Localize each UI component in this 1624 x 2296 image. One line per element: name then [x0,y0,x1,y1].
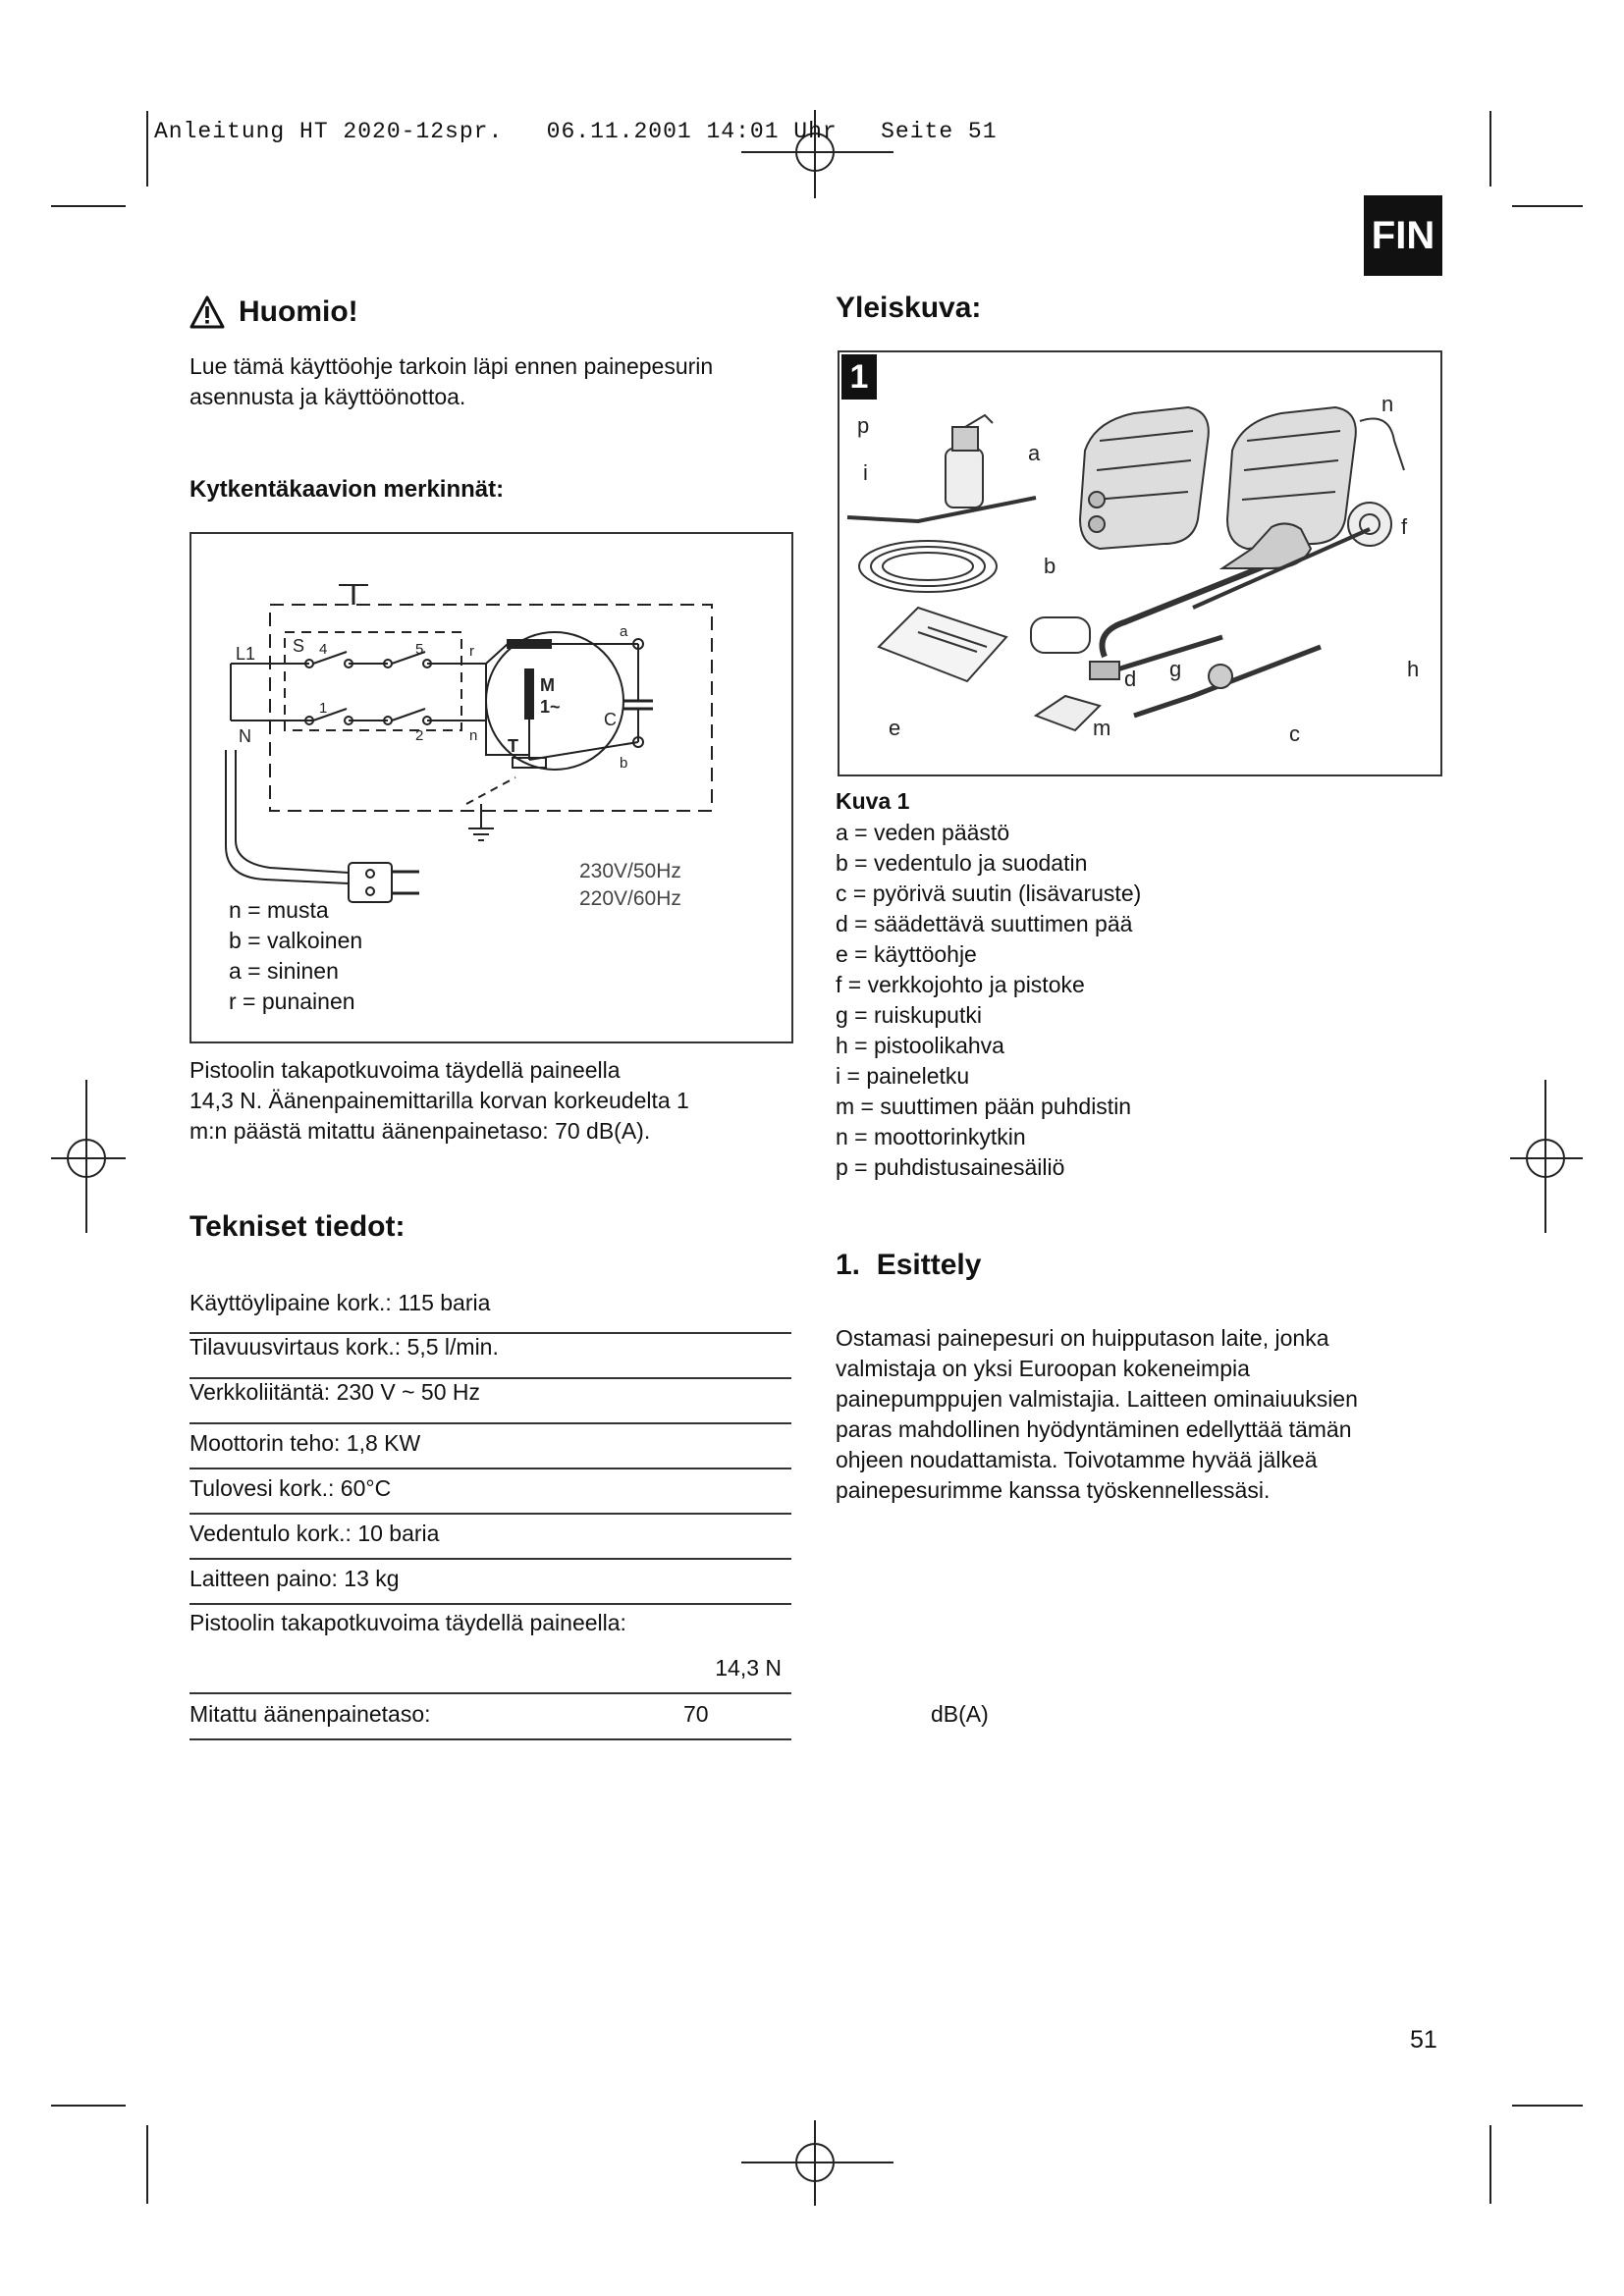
label-1: 1 [319,700,328,717]
spec-row: Vedentulo kork.: 10 baria [189,1515,791,1560]
wiring-legend-item: n = musta [229,897,329,923]
overview-legend-item: a = veden päästö [836,820,1010,845]
fig-label-f: f [1401,514,1408,539]
overview-legend-item: b = vedentulo ja suodatin [836,850,1088,876]
intro-text [836,1323,1464,1506]
spec-row: Moottorin teho: 1,8 KW [189,1424,791,1469]
intro-line: ohjeen noudattamista. Toivotamme hyvää jälkeä [836,1447,1318,1472]
overview-legend-item: e = käyttöohje [836,941,977,967]
recoil-note-line: 14,3 N. Äänenpainemittarilla korvan korkeudelta 1 [189,1088,689,1113]
spec-row: Verkkoliitäntä: 230 V ~ 50 Hz [189,1379,791,1424]
warning-line: Lue tämä käyttöohje tarkoin läpi ennen painepesurin [189,353,714,379]
fig-label-n: n [1381,392,1394,416]
language-badge: FIN [1364,195,1442,276]
figure-caption-title: Kuva 1 [836,788,910,814]
fig-label-i: i [863,460,868,485]
intro-line: painepesurimme kanssa työskennellessäsi. [836,1477,1271,1503]
tech-heading: Tekniset tiedot: [189,1210,406,1243]
noise-value: 70 [683,1701,709,1727]
intro-line: paras mahdollinen hyödyntäminen edellyttää tämän [836,1416,1352,1442]
warning-triangle-icon [189,295,225,329]
warning-title: Huomio! [239,295,358,328]
label-l1: L1 [236,644,256,664]
overview-legend-item: f = verkkojohto ja pistoke [836,972,1085,997]
recoil-label: Pistoolin takapotkuvoima täydellä paineella: [189,1610,626,1635]
spec-row-noise [189,1695,791,1740]
overview-legend-item: i = paineletku [836,1063,970,1089]
warning-line: asennusta ja käyttöönottoa. [189,384,466,409]
wiring-legend-item: r = punainen [229,988,355,1014]
overview-legend-item: n = moottorinkytkin [836,1124,1026,1149]
wiring-legend [229,895,362,1017]
wiring-heading: Kytkentäkaavion merkinnät: [189,476,505,503]
label-2: 2 [415,727,424,744]
label-b: b [620,755,628,772]
label-4: 4 [319,641,328,658]
label-m1: 1~ [540,697,561,717]
fig-label-c: c [1289,721,1300,746]
warning-heading [189,295,358,329]
page-number: 51 [1410,2026,1437,2054]
label-c: C [604,710,617,729]
fig-label-g: g [1169,657,1182,681]
overview-figure [838,350,1442,776]
voltage-60hz: 220V/60Hz [579,887,681,910]
label-5: 5 [415,641,424,658]
wiring-diagram-box [189,532,793,1043]
overview-heading: Yleiskuva: [836,292,982,324]
recoil-value: 14,3 N [715,1655,782,1681]
label-s: S [293,636,305,656]
overview-legend-item: c = pyörivä suutin (lisävaruste) [836,881,1142,906]
label-n-wire: n [469,727,478,744]
wiring-legend-item: b = valkoinen [229,928,363,953]
intro-line: painepumppujen valmistajia. Laitteen ominaiuuksien [836,1386,1358,1412]
fig-label-a: a [1028,441,1041,465]
recoil-note-line: Pistoolin takapotkuvoima täydellä paineella [189,1057,621,1083]
overview-legend-item: h = pistoolikahva [836,1033,1004,1058]
intro-heading: 1. Esittely [836,1249,982,1281]
spec-row: Laitteen paino: 13 kg [189,1560,791,1605]
spec-row: Tilavuusvirtaus kork.: 5,5 l/min. [189,1334,791,1379]
label-a: a [620,623,628,640]
label-n: N [239,726,251,746]
intro-line: Ostamasi painepesuri on huipputason laite, jonka [836,1325,1329,1351]
fig-label-h: h [1407,657,1420,681]
label-t: T [508,736,518,756]
print-stamp: Anleitung HT 2020-12spr. 06.11.2001 14:01 Uhr Seite 51 [154,119,998,144]
spec-row: Käyttöylipaine kork.: 115 baria [189,1290,791,1334]
warning-text [189,351,798,412]
overview-legend [836,818,1141,1183]
recoil-note-line: m:n päästä mitattu äänenpainetaso: 70 dB(A). [189,1118,651,1144]
overview-legend-item: m = suuttimen pään puhdistin [836,1094,1132,1119]
fig-label-e: e [889,716,901,740]
figure-number-badge: 1 [841,354,877,400]
overview-legend-item: d = säädettävä suuttimen pää [836,911,1133,936]
overview-legend-item: p = puhdistusainesäiliö [836,1154,1065,1180]
voltage-50hz: 230V/50Hz [579,860,681,882]
recoil-note [189,1055,798,1147]
noise-label: Mitattu äänenpainetaso: [189,1701,431,1727]
label-m: M [540,675,555,695]
label-r: r [469,643,474,660]
product-illustration [839,352,1440,774]
fig-label-b: b [1044,554,1056,578]
spec-row-recoil [189,1606,791,1694]
fig-label-m: m [1093,716,1111,740]
fig-label-p: p [857,413,870,438]
fig-label-d: d [1124,667,1137,691]
wiring-legend-item: a = sininen [229,958,339,984]
noise-unit: dB(A) [931,1701,989,1727]
overview-legend-item: g = ruiskuputki [836,1002,982,1028]
intro-line: valmistaja on yksi Euroopan kokeneimpia [836,1356,1250,1381]
spec-row: Tulovesi kork.: 60°C [189,1469,791,1515]
